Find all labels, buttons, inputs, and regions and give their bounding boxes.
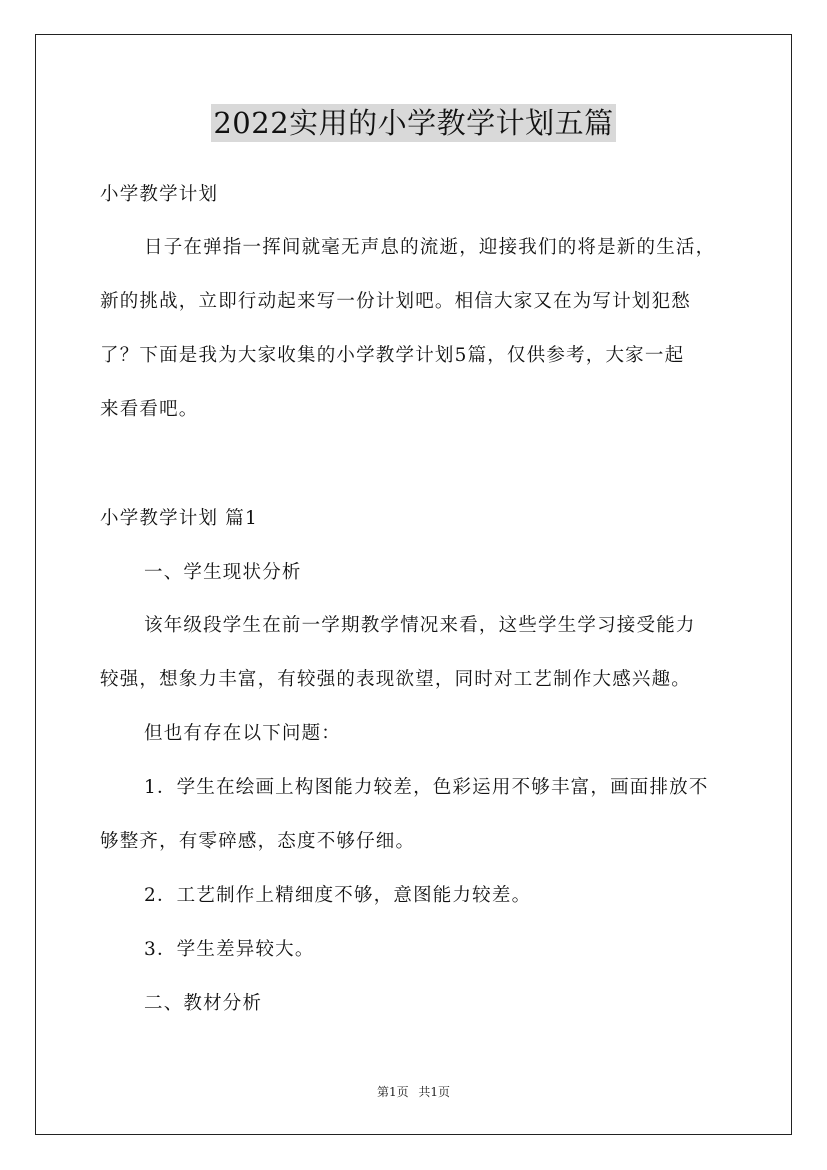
body-line-6: 够整齐，有零碎感，态度不够仔细。 [100,831,416,852]
body-line-4: 但也有存在以下问题： [144,723,342,744]
title-container [0,104,827,142]
section-heading: 小学教学计划 [100,184,219,205]
body-line-7: 2．工艺制作上精细度不够，意图能力较差。 [144,885,532,906]
page-number: 第1页 [376,1085,409,1099]
document-title: 2022实用的小学教学计划五篇 [213,106,614,140]
intro-line-2: 新的挑战，立即行动起来写一份计划吧。相信大家又在为写计划犯愁 [100,291,692,312]
intro-line-3: 了？下面是我为大家收集的小学教学计划5篇，仅供参考，大家一起 [100,345,685,366]
part-heading: 小学教学计划 篇1 [100,508,258,529]
body-line-2: 该年级段学生在前一学期教学情况来看，这些学生学习接受能力 [144,615,696,636]
body-line-9: 二、教材分析 [144,993,263,1014]
intro-line-1: 日子在弹指一挥间就毫无声息的流逝，迎接我们的将是新的生活， [144,237,716,258]
page-total: 共1页 [418,1085,451,1099]
intro-line-4: 来看看吧。 [100,399,199,420]
body-line-5: 1．学生在绘画上构图能力较差，色彩运用不够丰富，画面排放不 [144,777,709,798]
page-footer [0,1084,827,1100]
body-line-8: 3．学生差异较大。 [144,939,315,960]
body-line-1: 一、学生现状分析 [144,562,302,583]
body-line-3: 较强，想象力丰富，有较强的表现欲望，同时对工艺制作大感兴趣。 [100,669,692,690]
